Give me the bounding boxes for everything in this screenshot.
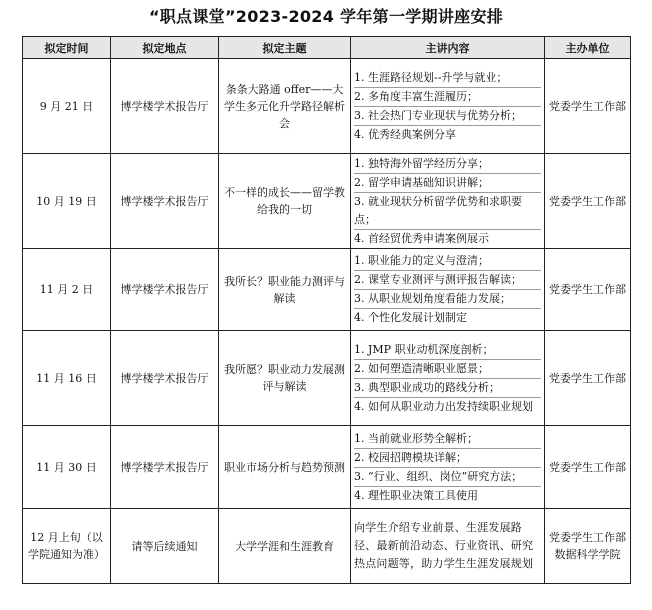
- table-row: [23, 426, 631, 509]
- content-line: 4. 优秀经典案例分享: [354, 127, 456, 141]
- content-line: 4. 如何从职业动力出发持续职业规划: [354, 399, 533, 413]
- cell-place: 请等后续通知: [111, 509, 219, 584]
- org-line: 数据科学学院: [554, 548, 621, 561]
- content-line: 2. 如何塑造清晰职业愿景；: [354, 360, 541, 379]
- content-line: 3. 典型职业成功的路线分析；: [354, 379, 541, 398]
- content-line: 3. 从职业规划角度看能力发展；: [354, 290, 541, 309]
- header-org: 主办单位: [545, 37, 631, 59]
- content-line: 2. 校园招聘模块详解；: [354, 449, 541, 468]
- cell-org: 党委学生工作部: [545, 331, 631, 426]
- cell-topic: 我所愿？职业动力发展测评与解读: [219, 331, 351, 426]
- content-line: 2. 课堂专业测评与测评报告解读；: [354, 271, 541, 290]
- header-content: 主讲内容: [351, 37, 545, 59]
- cell-date: 12 月上旬（以学院通知为准）: [23, 509, 111, 584]
- cell-content: [351, 331, 545, 426]
- cell-content: [351, 249, 545, 331]
- content-line: 2. 多角度丰富生涯履历；: [354, 88, 541, 107]
- content-line: 1. 独特海外留学经历分享；: [354, 155, 541, 174]
- cell-date: 11 月 30 日: [23, 426, 111, 509]
- cell-content: 向学生介绍专业前景、生涯发展路径、最新前沿动态、行业资讯、研究热点问题等，助力学生生涯发展规划: [351, 509, 545, 584]
- cell-content: [351, 154, 545, 249]
- cell-topic: 条条大路通 offer——大学生多元化升学路径解析会: [219, 59, 351, 154]
- cell-date: 10 月 19 日: [23, 154, 111, 249]
- content-line: 1. JMP 职业动机深度剖析；: [354, 341, 541, 360]
- content-line: 4. 个性化发展计划制定: [354, 311, 467, 324]
- content-line: 3. “行业、组织、岗位”研究方法；: [354, 468, 541, 487]
- cell-date: 9 月 21 日: [23, 59, 111, 154]
- table-row: [23, 331, 631, 426]
- cell-topic: 职业市场分析与趋势预测: [219, 426, 351, 509]
- cell-date: 11 月 16 日: [23, 331, 111, 426]
- schedule-table: [22, 36, 631, 584]
- header-topic: 拟定主题: [219, 37, 351, 59]
- cell-content: [351, 59, 545, 154]
- cell-place: 博学楼学术报告厅: [111, 331, 219, 426]
- cell-place: 博学楼学术报告厅: [111, 426, 219, 509]
- cell-place: 博学楼学术报告厅: [111, 154, 219, 249]
- cell-org: 党委学生工作部: [545, 154, 631, 249]
- content-line: 2. 留学申请基础知识讲解；: [354, 174, 541, 193]
- cell-place: 博学楼学术报告厅: [111, 249, 219, 331]
- org-line: 党委学生工作部: [549, 531, 626, 544]
- cell-topic: 不一样的成长——留学教给我的一切: [219, 154, 351, 249]
- cell-place: 博学楼学术报告厅: [111, 59, 219, 154]
- content-line: 4. 理性职业决策工具使用: [354, 488, 478, 502]
- cell-date: 11 月 2 日: [23, 249, 111, 331]
- table-row: [23, 154, 631, 249]
- content-line: 1. 当前就业形势全解析；: [354, 430, 541, 449]
- cell-org: 党委学生工作部: [545, 249, 631, 331]
- content-line: 3. 就业现状分析留学优势和求职要点；: [354, 193, 541, 230]
- page-title: “职点课堂”2023-2024 学年第一学期讲座安排: [148, 7, 504, 26]
- content-line: 4. 首经贸优秀申请案例展示: [354, 231, 489, 245]
- header-date: 拟定时间: [23, 37, 111, 59]
- content-line: 1. 生涯路径规划--升学与就业；: [354, 69, 541, 88]
- table-row: [23, 59, 631, 154]
- cell-topic: 大学学涯和生涯教育: [219, 509, 351, 584]
- header-place: 拟定地点: [111, 37, 219, 59]
- cell-org: 党委学生工作部: [545, 426, 631, 509]
- cell-org: [545, 509, 631, 584]
- cell-content: [351, 426, 545, 509]
- content-line: 1. 职业能力的定义与澄清；: [354, 252, 541, 271]
- cell-topic: 我所长？职业能力测评与解读: [219, 249, 351, 331]
- cell-org: 党委学生工作部: [545, 59, 631, 154]
- content-line: 3. 社会热门专业现状与优势分析；: [354, 107, 541, 126]
- table-row: [23, 249, 631, 331]
- table-header-row: [23, 37, 631, 59]
- table-row: [23, 509, 631, 584]
